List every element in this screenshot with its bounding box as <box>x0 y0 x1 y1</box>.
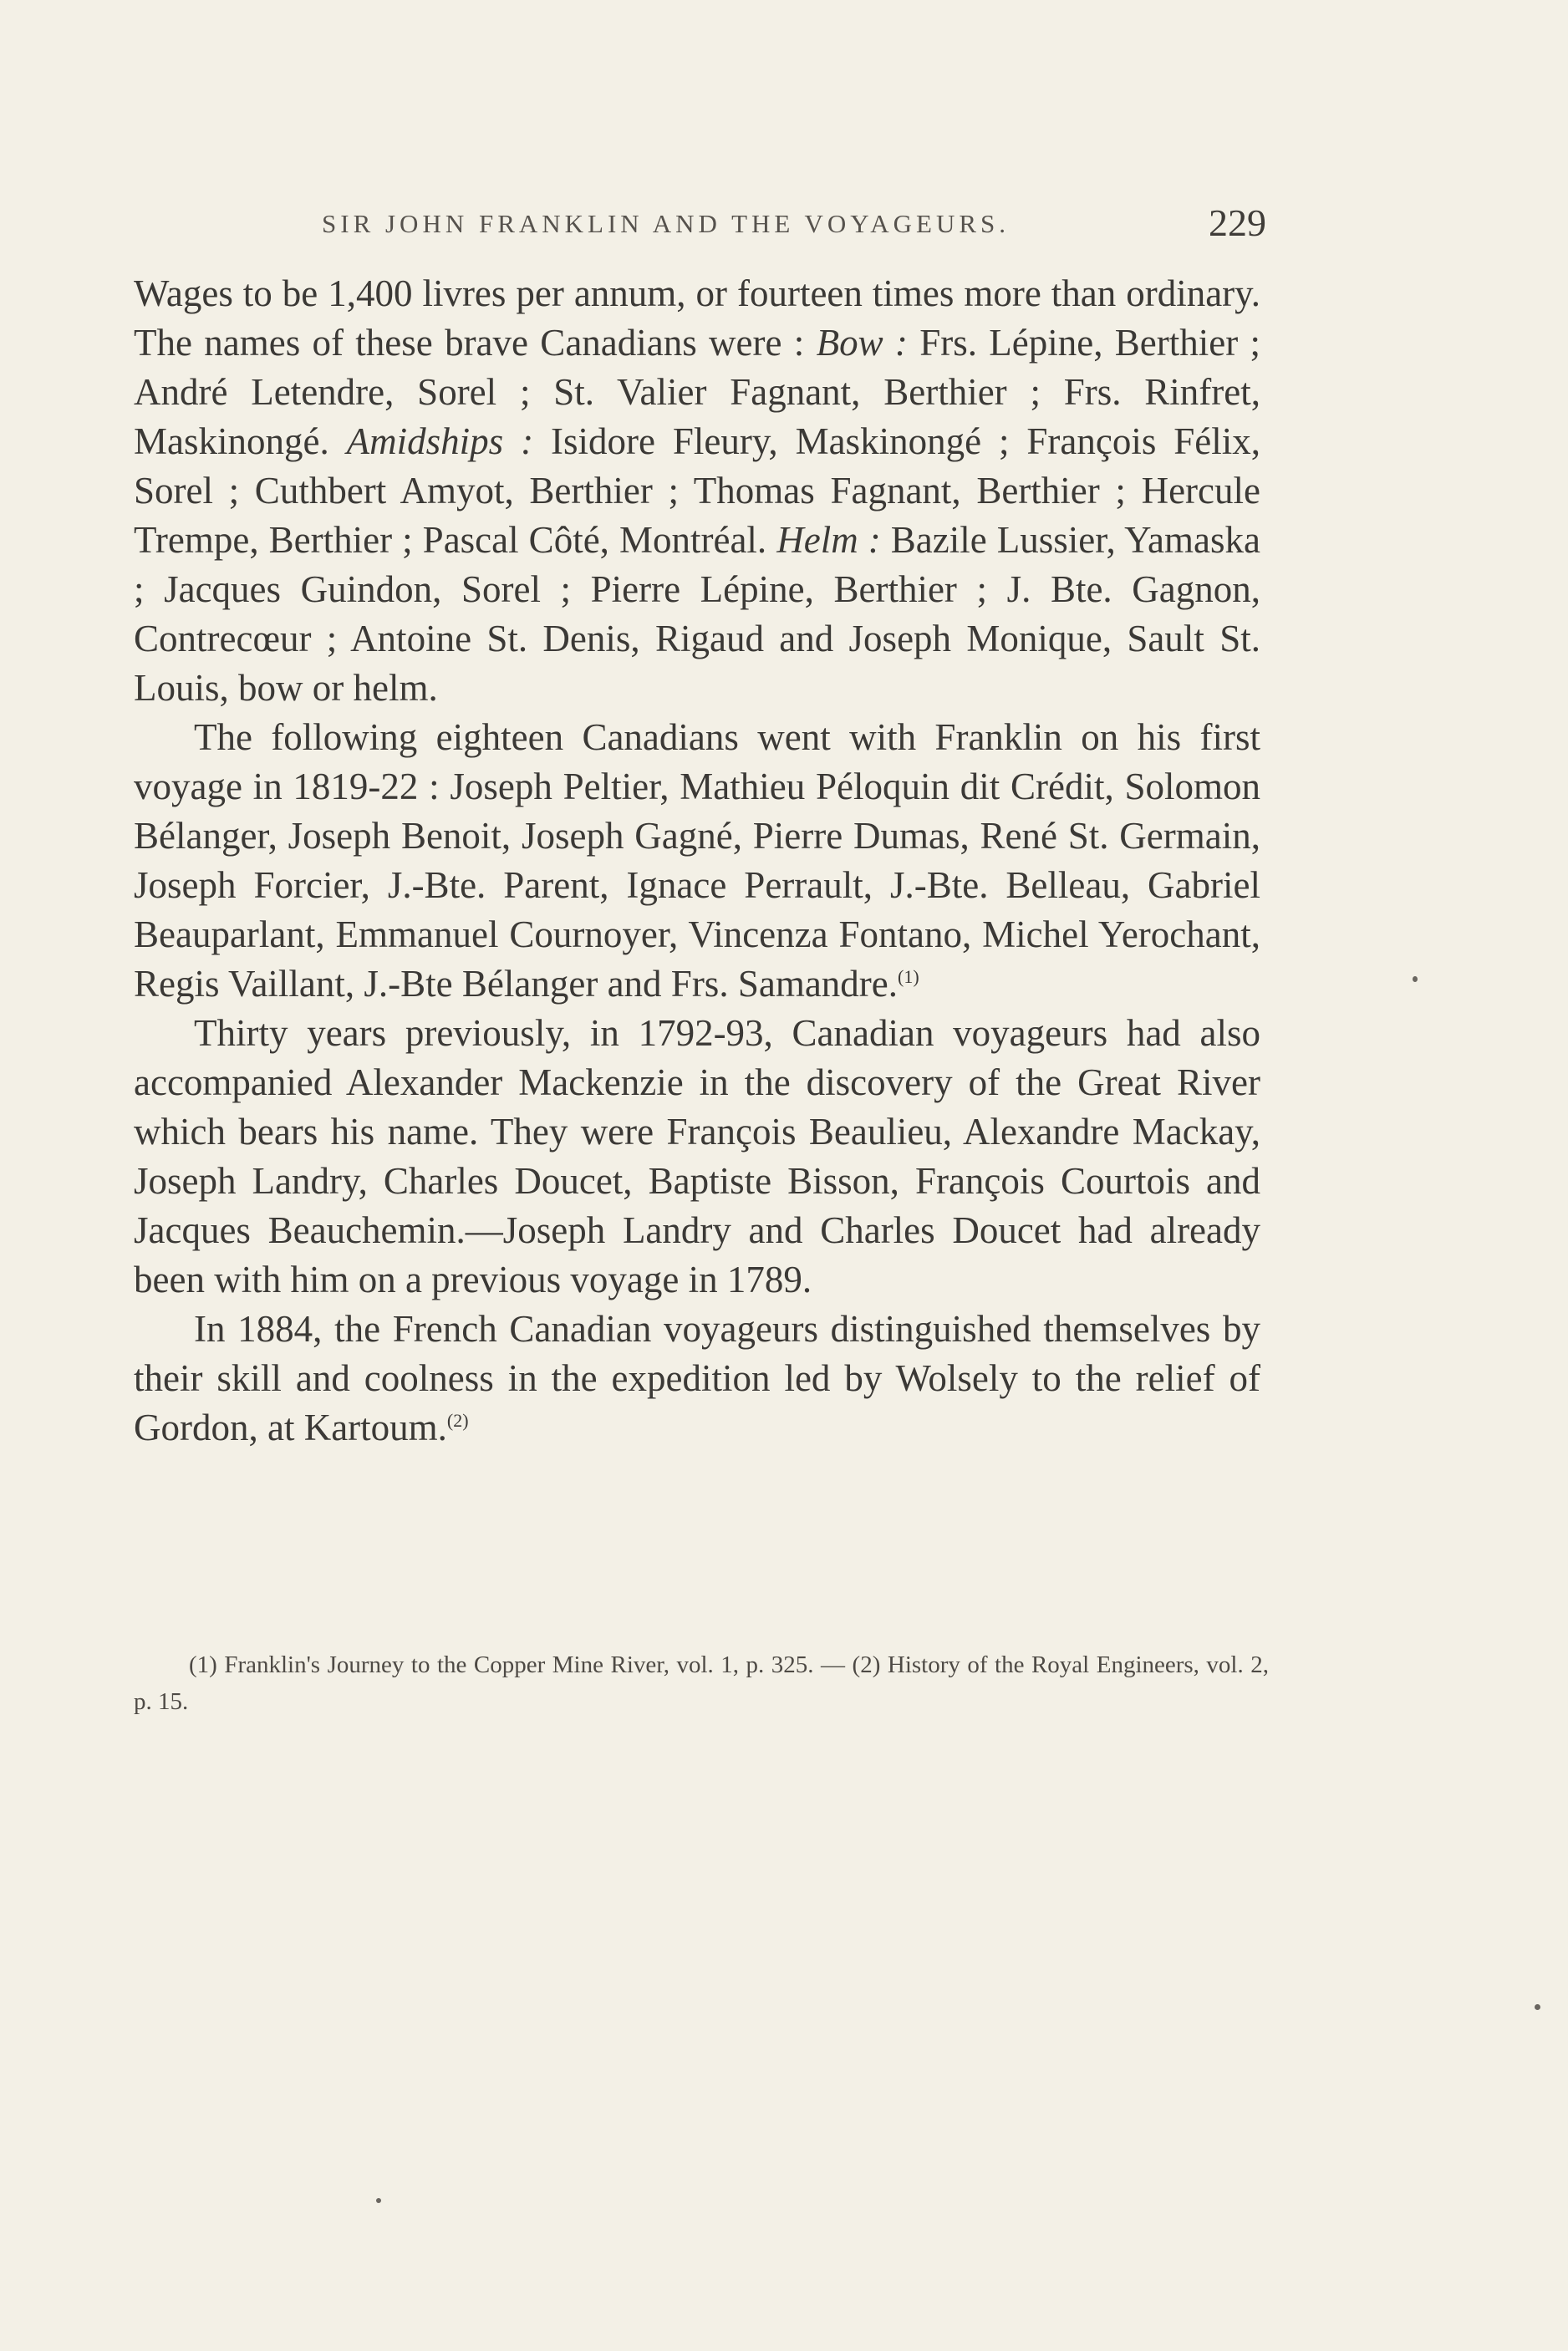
paragraph-text: Wages to be 1,400 livres per annum, or fourteen times more than ordinary. The names of these brave Canadians were : <box>134 272 1260 364</box>
paragraph-text: The following eighteen Canadians went with Franklin on his first voyage in 1819-22 : Joseph Peltier, Mathieu Péloquin dit Crédit, Solomon Bélanger, Joseph Benoit, Joseph Gagné, Pierre Dumas, René St. Germain, Joseph Forcier, J.-Bte. Parent, Ignace Perrault, J.-Bte. Belleau, Gabriel Beauparlant, Emmanuel Cournoyer, Vincenza Fontano, Michel Yerochant, Regis Vaillant, J.-Bte Bélanger and Frs. Samandre. <box>134 716 1260 1005</box>
paragraph-crew-list <box>134 269 1260 713</box>
paragraph-text: Isidore Fleury, Maskinongé ; François Félix, Sorel ; Cuthbert Amyot, Berthier ; Thomas Fagnant, Berthier ; Hercule Trempe, Berthier ; Pascal Côté, Montréal. <box>134 420 1261 561</box>
position-label-amidships: Amidships : <box>346 420 534 462</box>
paragraph-mackenzie <box>134 1009 1260 1305</box>
position-label-bow: Bow : <box>816 322 908 364</box>
paragraph-text: Thirty years previously, in 1792-93, Canadian voyageurs had also accompanied Alexander Mackenzie in the discovery of the Great River which bears his name. They were François Beaulieu, Alexandre Mackay, Joseph Landry, Charles Doucet, Baptiste Bisson, François Courtois and Jacques Beauchemin.—Joseph Landry and Charles Doucet had already been with him on a previous voyage in 1789. <box>134 1012 1260 1300</box>
paragraph-text: Bazile Lussier, Yamaska ; Jacques Guindon, Sorel ; Pierre Lépine, Berthier ; J. Bte. Gagnon, Contrecœur ; Antoine St. Denis, Rigaud and Joseph Monique, Sault St. Louis, bow or helm. <box>134 519 1260 709</box>
page-number: 229 <box>1209 201 1266 244</box>
paragraph-wolsely <box>134 1305 1260 1453</box>
running-head <box>134 201 1266 251</box>
footnote-text: (1) Franklin's Journey to the Copper Mine River, vol. 1, p. 325. — (2) History of the Royal Engineers, vol. 2, p. 15. <box>134 1651 1269 1715</box>
ink-speck <box>1413 976 1418 982</box>
paragraph-first-voyage <box>134 713 1260 1009</box>
paragraph-text: Frs. Lépine, Berthier ; André Letendre, Sorel ; St. Valier Fagnant, Berthier ; Frs. Rinfret, Maskinongé. <box>134 322 1260 462</box>
ink-speck <box>1535 2004 1540 2010</box>
body-text <box>134 269 1260 1453</box>
ink-speck <box>376 2198 381 2203</box>
position-label-helm: Helm : <box>776 519 881 561</box>
running-title: SIR JOHN FRANKLIN AND THE VOYAGEURS. <box>322 209 1011 238</box>
paragraph-text: In 1884, the French Canadian voyageurs distinguished themselves by their skill and coolness in the expedition led by Wolsely to the relief of Gordon, at Kartoum. <box>134 1308 1260 1448</box>
footnote-ref: (2) <box>446 1410 469 1431</box>
footnote-ref: (1) <box>898 966 919 987</box>
footnotes <box>134 1646 1269 1720</box>
